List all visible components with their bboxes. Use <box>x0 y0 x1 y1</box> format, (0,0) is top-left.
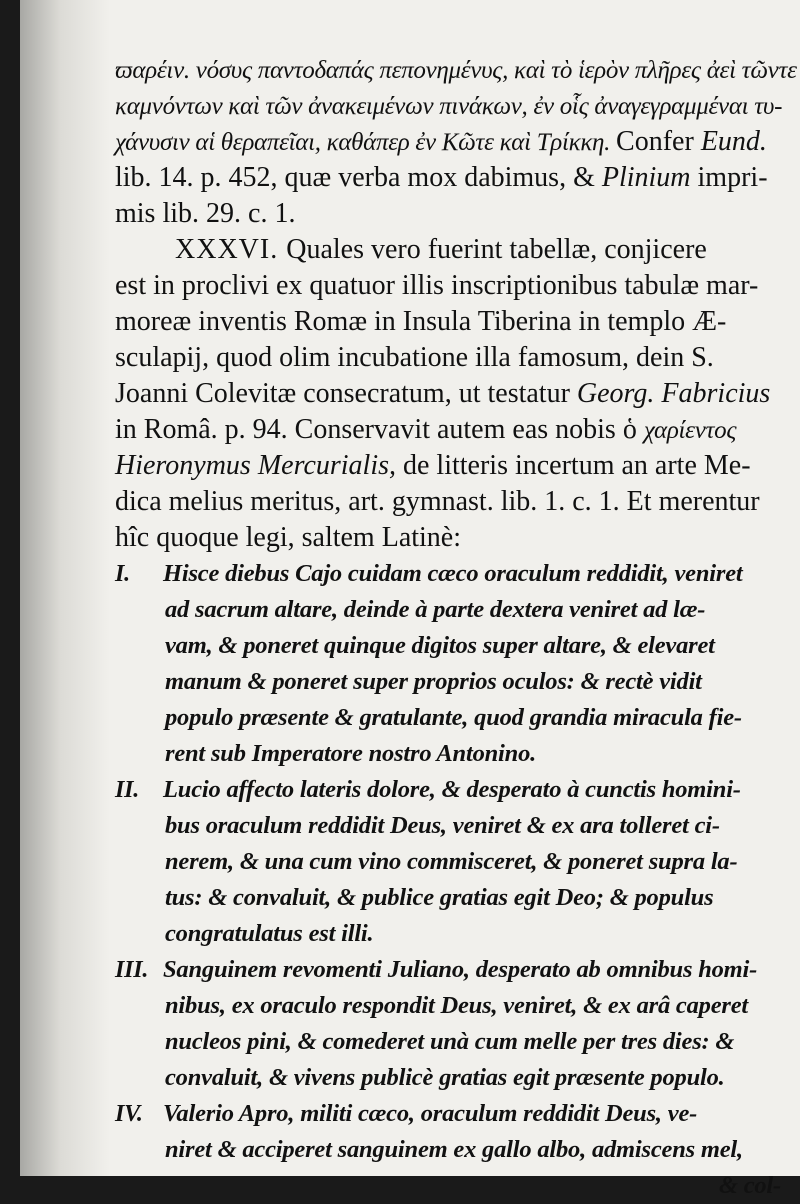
page-text <box>115 52 797 1204</box>
catchword: & col- <box>718 1172 781 1199</box>
inscription-line <box>115 1024 785 1060</box>
inscription-numeral: III. <box>115 957 149 983</box>
inscription-text: Valerio Apro, militi cæco, oraculum reddidit Deus, ve- <box>163 1100 698 1127</box>
inscription-text: Lucio affecto lateris dolore, & desperato à cunctis homini- <box>163 776 741 803</box>
greek-text: καμνόντων καὶ τῶν ἀνακειμένων πινάκων, ἐν οἷς ἀναγεγραμμέναι τυ- <box>115 93 783 120</box>
inscription-line <box>115 628 785 664</box>
inscription-text: Hisce diebus Cajo cuidam cæco oraculum reddidit, veniret <box>163 560 743 587</box>
inscription-line <box>115 592 785 628</box>
text-span: hîc quoque legi, saltem Latinè: <box>115 522 462 553</box>
text-span: dica melius meritus, art. gymnast. lib. 1. c. 1. Et merentur <box>115 486 760 517</box>
inscription-line <box>115 808 785 844</box>
text-line <box>115 520 785 556</box>
inscription-line <box>115 664 785 700</box>
text-span: est in proclivi ex quatuor illis inscriptionibus tabulæ mar- <box>115 270 759 301</box>
inscription-text: manum & poneret super proprios oculos: & rectè vidit <box>165 668 702 695</box>
text-line <box>115 232 785 268</box>
text-line <box>115 340 785 376</box>
inscription-text: populo præsente & gratulante, quod grandia miracula fie- <box>165 704 742 731</box>
inscription-line <box>115 736 785 772</box>
italic-text: Eund. <box>700 126 767 157</box>
inscription-text: ad sacrum altare, deinde à parte dextera veniret ad læ- <box>165 596 706 623</box>
inscription-line <box>115 952 785 988</box>
text-line <box>115 88 785 124</box>
italic-text: Plinium <box>601 162 691 193</box>
text-span: impri- <box>690 162 768 193</box>
italic-text: Hieronymus Mercurialis, <box>115 450 396 481</box>
inscription-text: nerem, & una cum vino commisceret, & poneret supra la- <box>165 848 738 875</box>
inscription-line <box>115 700 785 736</box>
text-span: Quales vero fuerint tabellæ, conjicere <box>286 234 707 265</box>
inscription-text: nucleos pini, & comederet unà cum melle per tres dies: & <box>165 1028 735 1055</box>
text-line <box>115 196 785 232</box>
inscription-numeral: I. <box>115 561 130 587</box>
text-line <box>115 268 785 304</box>
text-span: Confer <box>616 126 701 157</box>
text-span: in Româ. p. 94. Conservavit autem eas nobis ὁ <box>115 414 644 445</box>
inscription-text: convaluit, & vivens publicè gratias egit præsente populo. <box>165 1064 725 1091</box>
book-page <box>20 0 800 1199</box>
text-span: lib. 14. p. 452, quæ verba mox dabimus, & <box>115 162 602 193</box>
inscription-numeral: IV. <box>115 1101 143 1127</box>
text-line <box>115 376 785 412</box>
inscription-text: nibus, ex oraculo respondit Deus, veniret, & ex arâ caperet <box>165 992 748 1019</box>
text-span: de litteris incertum an arte Me- <box>396 450 751 481</box>
text-line <box>115 304 785 340</box>
text-line <box>115 448 785 484</box>
inscription-text: niret & acciperet sanguinem ex gallo albo, admiscens mel, <box>165 1136 743 1163</box>
text-span: moreæ inventis Romæ in Insula Tiberina in templo Æ- <box>115 306 727 337</box>
inscription-text: vam, & poneret quinque digitos super altare, & elevaret <box>165 632 715 659</box>
text-span: XXXVI. <box>175 234 287 265</box>
inscription-numeral: II. <box>115 777 140 803</box>
greek-text: ϖαρέιν. νόσυς παντοδαπάς πεπονημένυς, καὶ τὸ ἱερὸν πλῆρες ἀεὶ τῶντε <box>115 57 797 84</box>
greek-text: χάνυσιν αἱ θεραπεῖαι, καθάπερ ἐν Κῶτε καὶ Τρίκκη. <box>115 129 617 156</box>
text-line <box>115 412 785 448</box>
inscription-line <box>115 988 785 1024</box>
gutter-shadow <box>20 0 110 1176</box>
inscription-line <box>115 1060 785 1096</box>
text-span: Joanni Colevitæ consecratum, ut testatur <box>115 378 577 409</box>
inscription-line <box>115 772 785 808</box>
inscription-line <box>115 916 785 952</box>
text-span: sculapij, quod olim incubatione illa famosum, dein S. <box>115 342 714 373</box>
text-line <box>115 52 797 88</box>
text-line <box>115 484 785 520</box>
inscription-line <box>115 880 785 916</box>
text-span: mis lib. 29. c. 1. <box>115 198 296 229</box>
inscription-line <box>115 844 785 880</box>
inscription-line <box>115 556 785 592</box>
greek-text: χαρίεντος <box>643 417 737 444</box>
inscription-text: bus oraculum reddidit Deus, veniret & ex ara tolleret ci- <box>165 812 720 839</box>
inscription-text: Sanguinem revomenti Juliano, desperato ab omnibus homi- <box>163 956 758 983</box>
inscription-text: rent sub Imperatore nostro Antonino. <box>165 740 537 767</box>
inscription-line <box>115 1096 785 1132</box>
inscription-text: tus: & convaluit, & publice gratias egit Deo; & populus <box>165 884 714 911</box>
text-line <box>115 124 785 160</box>
text-line <box>115 160 785 196</box>
inscription-line <box>115 1132 785 1168</box>
inscription-text: congratulatus est illi. <box>165 920 374 947</box>
italic-text: Georg. Fabricius <box>576 378 771 409</box>
